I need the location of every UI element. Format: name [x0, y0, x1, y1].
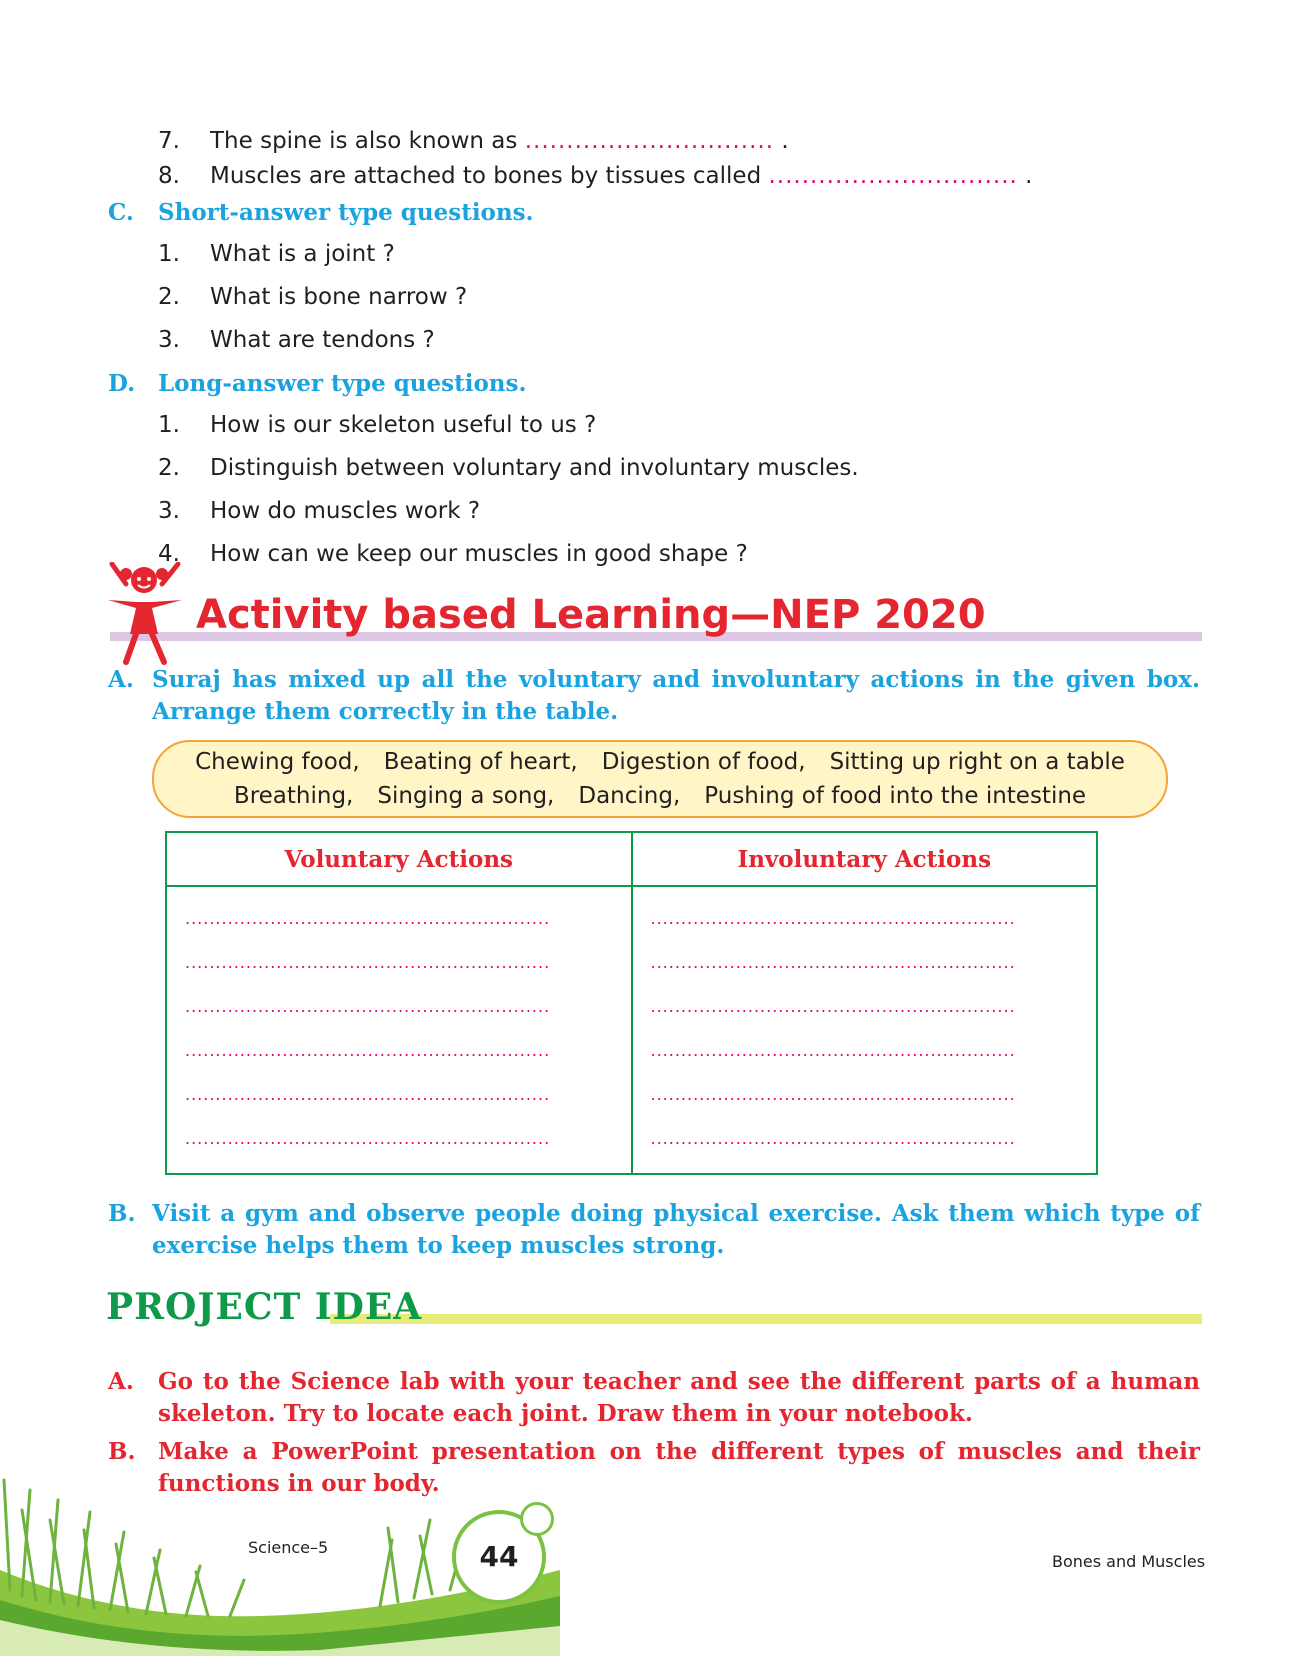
question: 3. How do muscles work ? [158, 498, 481, 524]
answer-line[interactable]: ............................................................ [185, 909, 551, 928]
activity-a-instruction: A. Suraj has mixed up all the voluntary and involuntary actions in the given box. Arrange them correctly in the table. [108, 666, 1200, 725]
question: 3. What are tendons ? [158, 327, 435, 353]
question: 1. How is our skeleton useful to us ? [158, 412, 597, 438]
activity-b-instruction: B. Visit a gym and observe people doing physical exercise. Ask them which type of exercise helps them to keep muscles strong. [108, 1200, 1200, 1259]
project-item-a: A. Go to the Science lab with your teacher and see the different parts of a human skeleton. Try to locate each joint. Draw them in your notebook. [108, 1368, 1200, 1427]
word-box [152, 740, 1168, 818]
answer-line[interactable]: ............................................................ [650, 997, 1016, 1016]
project-item-b: B. Make a PowerPoint presentation on the different types of muscles and their functions in our body. [108, 1438, 1200, 1497]
girl-figure-icon [104, 562, 186, 666]
page-number: 44 [452, 1510, 546, 1604]
answer-line[interactable]: ............................................................ [650, 1085, 1016, 1104]
involuntary-column [632, 886, 1098, 1174]
fill-blank-8: 8. Muscles are attached to bones by tissues called .............................. . [158, 163, 1033, 189]
answer-blank[interactable]: .............................. [768, 163, 1018, 189]
question: 4. How can we keep our muscles in good shape ? [158, 541, 748, 567]
answer-line[interactable]: ............................................................ [650, 1041, 1016, 1060]
answer-line[interactable]: ............................................................ [650, 953, 1016, 972]
project-underline [330, 1314, 1202, 1324]
fill-blank-7: 7. The spine is also known as .............................. . [158, 128, 789, 154]
activity-title: Activity based Learning—NEP 2020 [196, 592, 986, 638]
voluntary-column [166, 886, 632, 1174]
footer-book-title: Science–5 [248, 1538, 329, 1557]
question: 2. What is bone narrow ? [158, 284, 468, 310]
answer-line[interactable]: ............................................................ [185, 1041, 551, 1060]
answer-line[interactable]: ............................................................ [650, 1129, 1016, 1148]
decorative-circle [520, 1502, 554, 1536]
voluntary-header: Voluntary Actions [166, 832, 632, 886]
section-d-heading: D. Long-answer type questions. [108, 370, 527, 397]
question: 2. Distinguish between voluntary and involuntary muscles. [158, 455, 859, 481]
section-c-heading: C. Short-answer type questions. [108, 199, 534, 226]
footer-chapter-title: Bones and Muscles [1052, 1552, 1206, 1571]
answer-line[interactable]: ............................................................ [185, 953, 551, 972]
answer-line[interactable]: ............................................................ [185, 1129, 551, 1148]
actions-table [165, 831, 1098, 1175]
involuntary-header: Involuntary Actions [632, 832, 1098, 886]
question: 1. What is a joint ? [158, 241, 395, 267]
project-title: PROJECT IDEA [106, 1286, 423, 1328]
word-box-line: Breathing, Singing a song, Dancing, Pushing of food into the intestine [233, 783, 1087, 809]
answer-line[interactable]: ............................................................ [185, 997, 551, 1016]
answer-line[interactable]: ............................................................ [185, 1085, 551, 1104]
answer-line[interactable]: ............................................................ [650, 909, 1016, 928]
word-box-line: Chewing food, Beating of heart, Digestion of food, Sitting up right on a table [195, 749, 1125, 775]
answer-blank[interactable]: .............................. [524, 128, 775, 154]
